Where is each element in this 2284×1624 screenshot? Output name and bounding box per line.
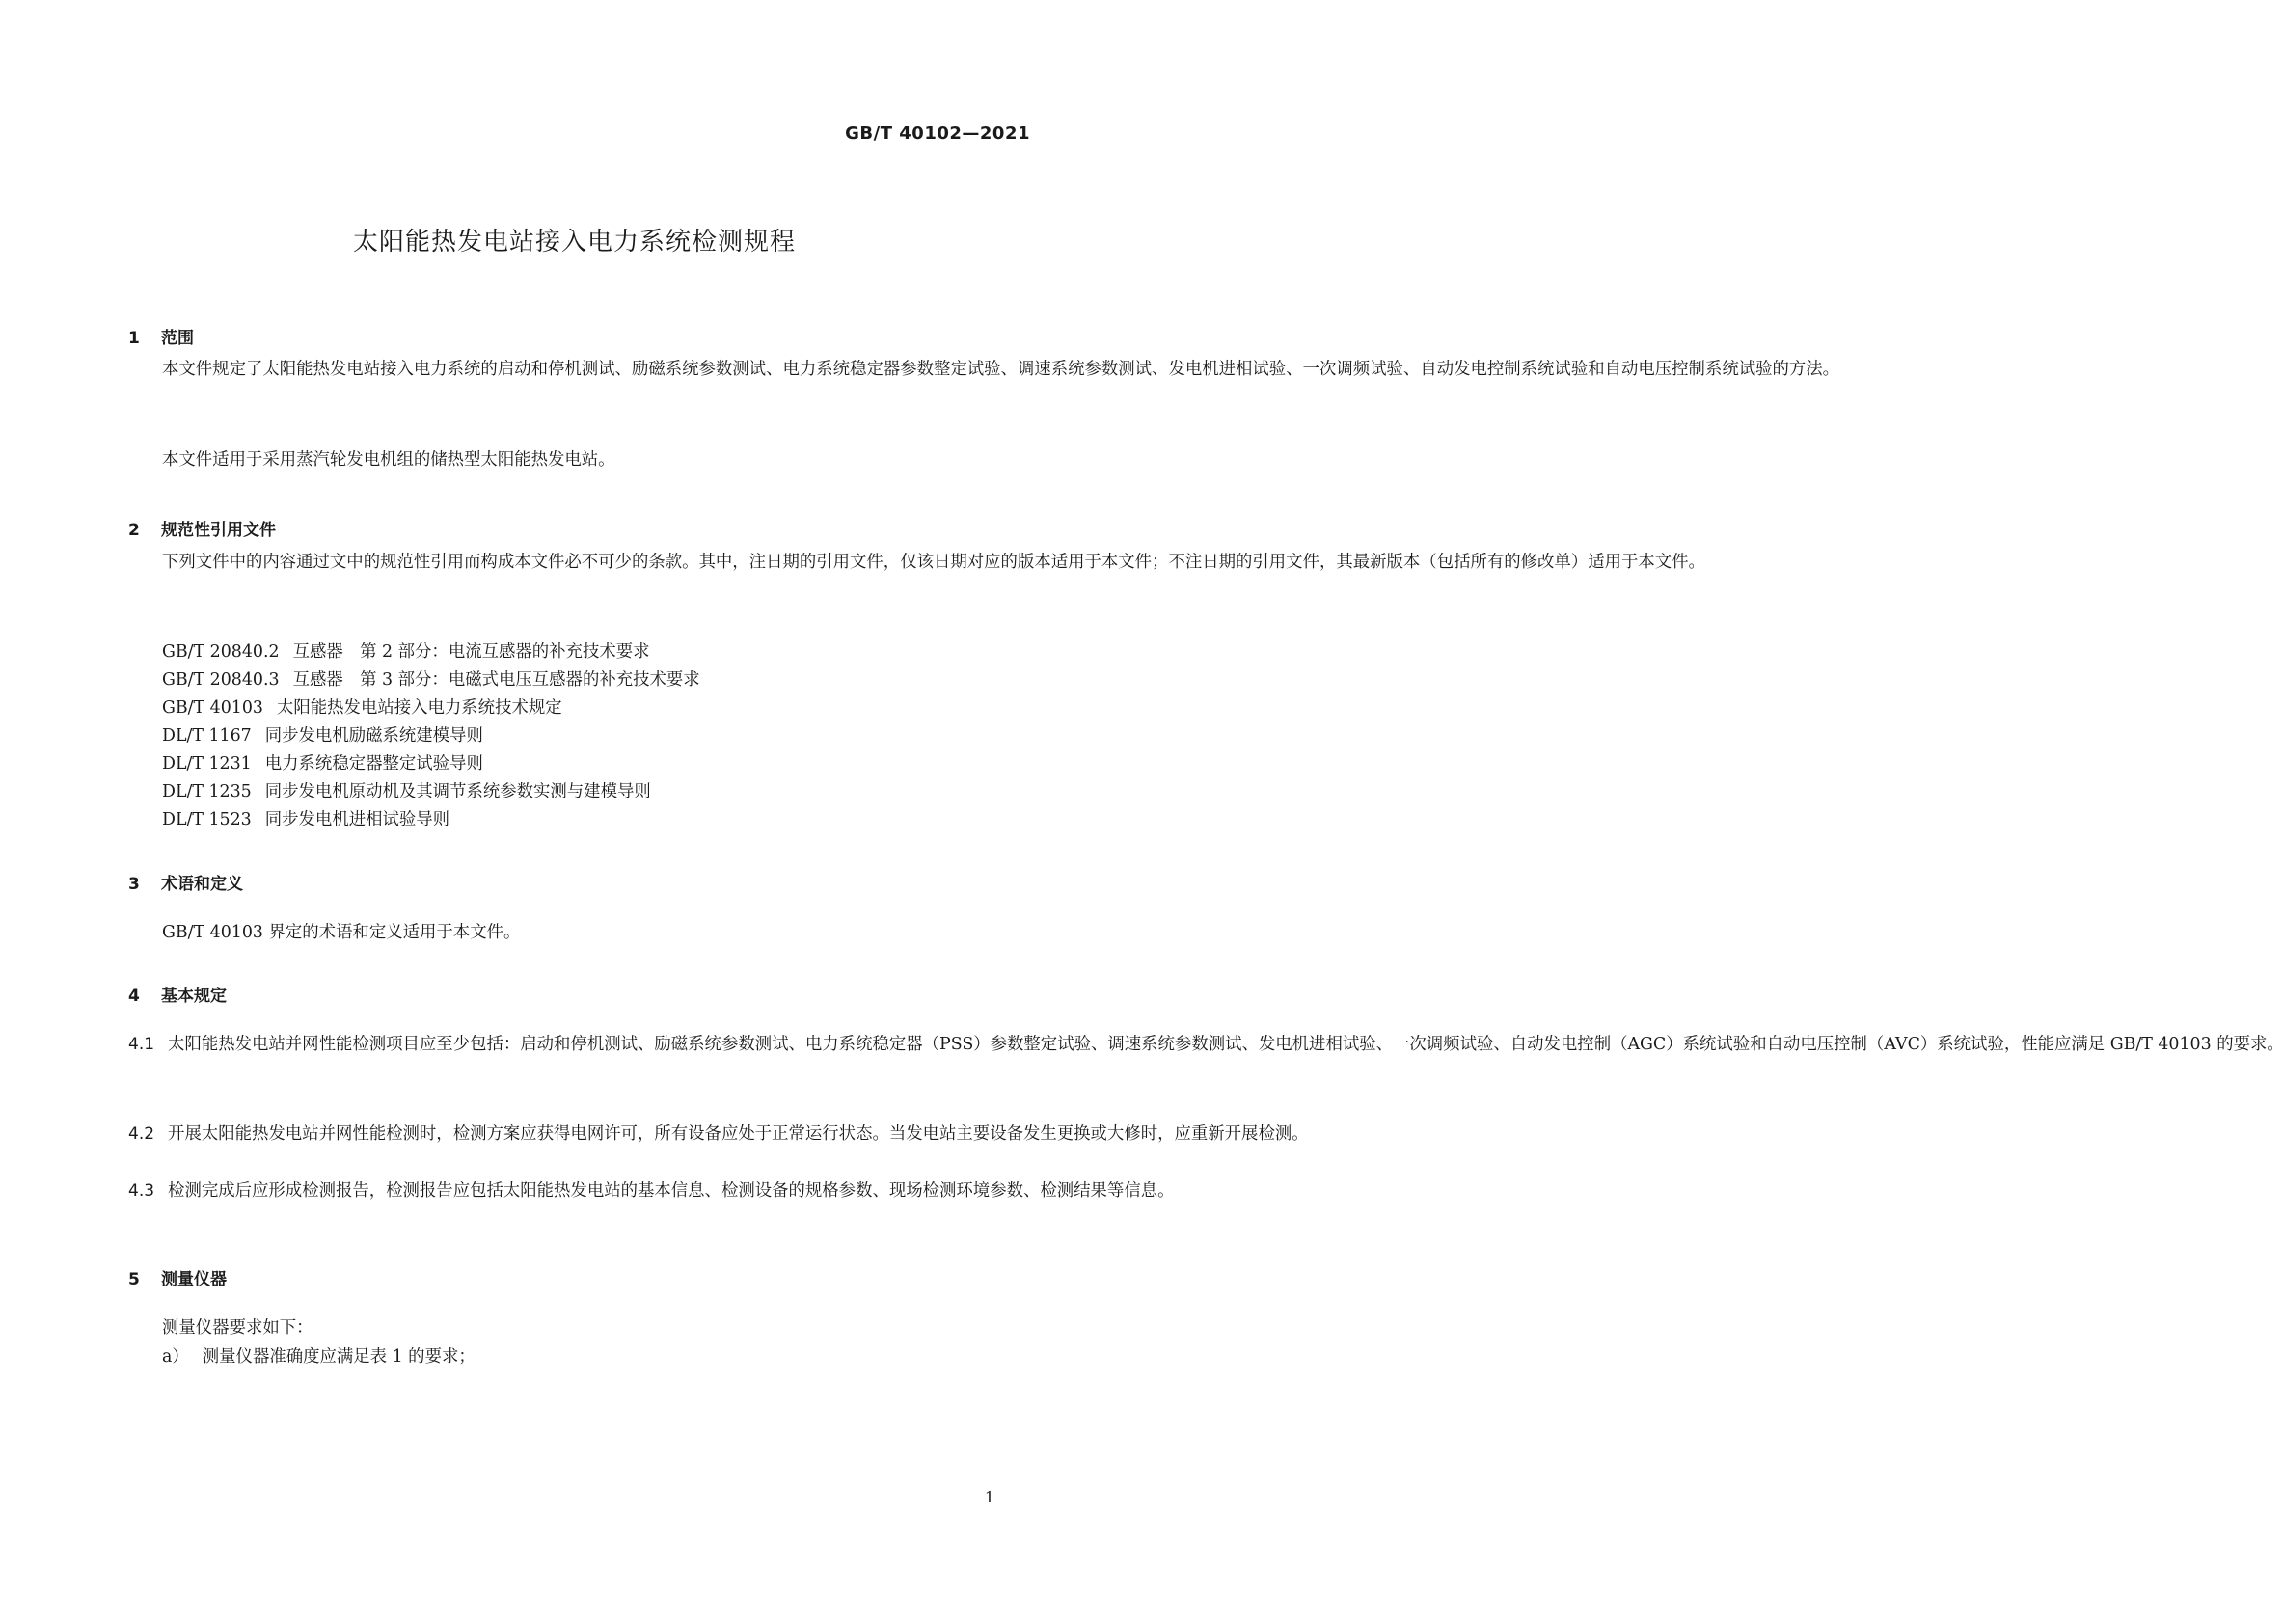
- reference-item: [162, 805, 449, 835]
- section-number: 4: [128, 987, 140, 1006]
- document-title: 太阳能热发电站接入电力系统检测规程: [352, 228, 796, 257]
- reference-title: 同步发电机励磁系统建模导则: [264, 726, 483, 745]
- section-title: 规范性引用文件: [161, 521, 276, 540]
- clause-4-3: [128, 1177, 1175, 1206]
- section-title: 范围: [161, 329, 194, 348]
- reference-code: DL/T 1523: [162, 810, 252, 829]
- section-3-heading: [128, 870, 243, 894]
- reference-item: [162, 665, 700, 695]
- section-title: 测量仪器: [161, 1270, 227, 1289]
- reference-title: 互感器 第 3 部分：电磁式电压互感器的补充技术要求: [292, 670, 700, 690]
- section-number: 2: [128, 521, 140, 540]
- reference-code: DL/T 1231: [162, 754, 252, 773]
- section-5-intro: 测量仪器要求如下：: [162, 1318, 313, 1338]
- clause-4-1: [128, 1030, 2284, 1060]
- section-number: 1: [128, 329, 140, 348]
- page-number: 1: [984, 1488, 994, 1506]
- reference-item: [162, 749, 483, 779]
- clause-text: 太阳能热发电站并网性能检测项目应至少包括：启动和停机测试、励磁系统参数测试、电力系统稳定器（PSS）参数整定试验、调速系统参数测试、发电机进相试验、一次调频试验、自动发电控制（AGC）系统试验和自动电压控制（AVC）系统试验，性能应满足 GB/T 40103 的要求。: [168, 1035, 2284, 1054]
- reference-code: GB/T 40103: [162, 698, 263, 717]
- reference-title: 太阳能热发电站接入电力系统技术规定: [276, 698, 562, 717]
- list-item-a: [162, 1342, 476, 1372]
- reference-item: [162, 721, 483, 751]
- reference-item: [162, 777, 651, 807]
- section-number: 3: [128, 875, 140, 894]
- reference-title: 同步发电机进相试验导则: [264, 810, 450, 829]
- section-title: 术语和定义: [161, 875, 243, 894]
- clause-number: 4.3: [128, 1181, 155, 1201]
- reference-title: 电力系统稳定器整定试验导则: [264, 754, 483, 773]
- list-item-text: 测量仪器准确度应满足表 1 的要求；: [202, 1347, 476, 1367]
- section-1-heading: [128, 324, 194, 348]
- section-1-paragraph-1: 本文件规定了太阳能热发电站接入电力系统的启动和停机测试、励磁系统参数测试、电力系统稳定器参数整定试验、调速系统参数测试、发电机进相试验、一次调频试验、自动发电控制系统试验和自动电压控制系统试验的方法。: [162, 360, 1840, 379]
- reference-code: GB/T 20840.2: [162, 642, 280, 662]
- clause-number: 4.1: [128, 1035, 155, 1054]
- standard-id: GB/T 40102—2021: [845, 123, 1030, 144]
- section-2-intro: 下列文件中的内容通过文中的规范性引用而构成本文件必不可少的条款。其中，注日期的引用文件，仅该日期对应的版本适用于本文件；不注日期的引用文件，其最新版本（包括所有的修改单）适用于本文件。: [162, 553, 1705, 572]
- reference-code: DL/T 1235: [162, 782, 252, 801]
- clause-4-2: [128, 1120, 1309, 1150]
- reference-code: GB/T 20840.3: [162, 670, 280, 690]
- clause-text: 检测完成后应形成检测报告，检测报告应包括太阳能热发电站的基本信息、检测设备的规格参数、现场检测环境参数、检测结果等信息。: [168, 1181, 1175, 1201]
- section-5-heading: [128, 1265, 227, 1289]
- clause-text: 开展太阳能热发电站并网性能检测时，检测方案应获得电网许可，所有设备应处于正常运行状态。当发电站主要设备发生更换或大修时，应重新开展检测。: [168, 1124, 1309, 1144]
- section-4-heading: [128, 982, 227, 1006]
- clause-number: 4.2: [128, 1124, 155, 1144]
- list-item-label: a）: [162, 1347, 189, 1367]
- reference-code: DL/T 1167: [162, 726, 252, 745]
- section-2-heading: [128, 516, 276, 540]
- section-number: 5: [128, 1270, 140, 1289]
- section-1-paragraph-2: 本文件适用于采用蒸汽轮发电机组的储热型太阳能热发电站。: [162, 450, 615, 470]
- reference-item: [162, 693, 562, 723]
- section-title: 基本规定: [161, 987, 227, 1006]
- reference-title: 同步发电机原动机及其调节系统参数实测与建模导则: [264, 782, 651, 801]
- section-3-paragraph: GB/T 40103 界定的术语和定义适用于本文件。: [162, 923, 521, 942]
- reference-item: [162, 637, 650, 667]
- reference-title: 互感器 第 2 部分：电流互感器的补充技术要求: [292, 642, 650, 662]
